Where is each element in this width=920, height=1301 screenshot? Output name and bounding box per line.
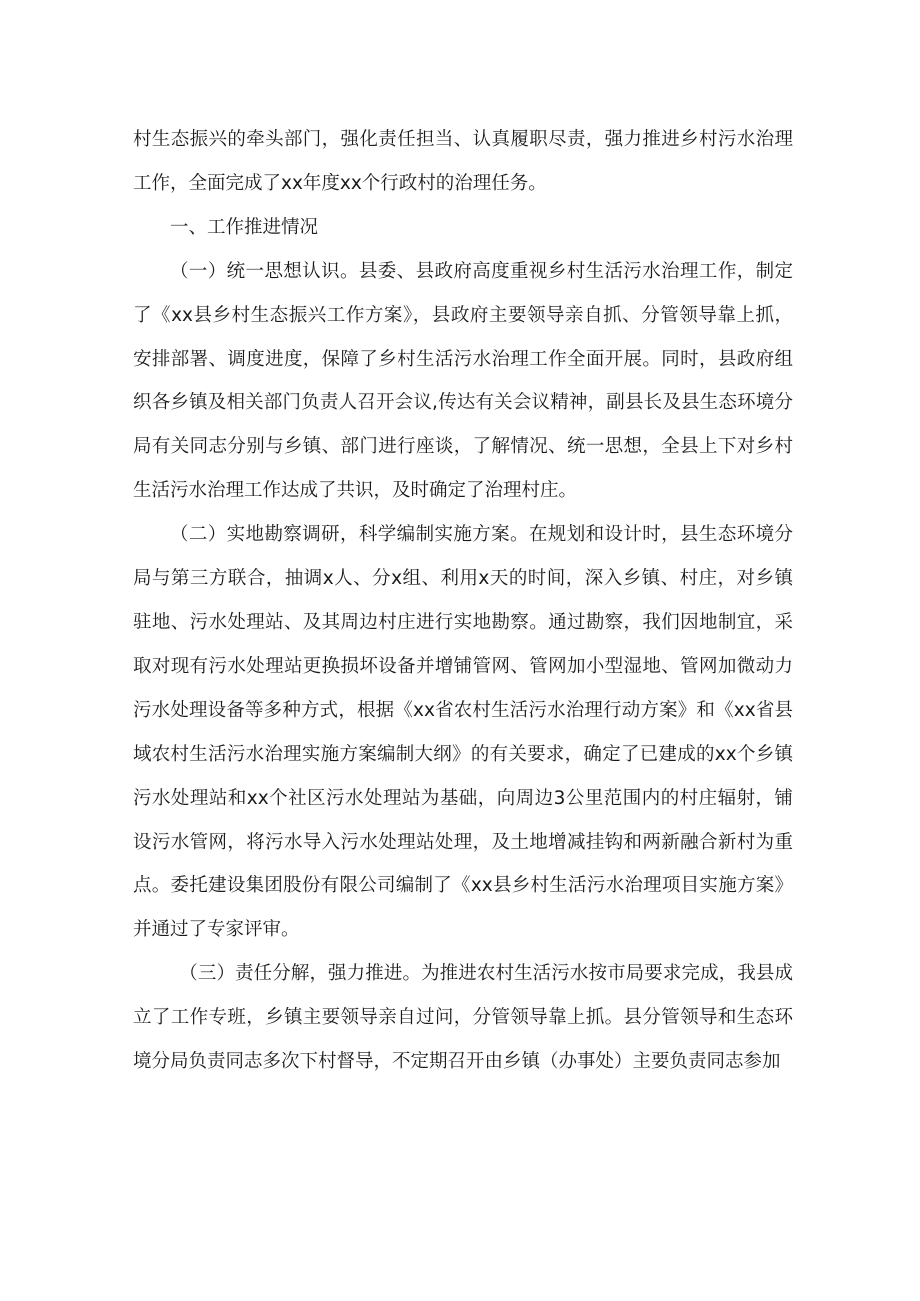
- document-body: [133, 118, 793, 1084]
- section-heading: 一、工作推进情况: [170, 216, 319, 238]
- paragraph-responsibility: （三）责任分解，强力推进。为推进农村生活污水按市局要求完成，我县成立了工作专班，乡镇主要领导亲自过问，分管领导靠上抓。县分管领导和生态环境分局负责同志多次下村督导，不定期召开由乡镇（办事处）主要负责同志参加: [133, 963, 793, 1073]
- paragraph-continuation: 村生态振兴的牵头部门，强化责任担当、认真履职尽责，强力推进乡村污水治理工作，全面完成了xx年度xx个行政村的治理任务。: [133, 129, 793, 194]
- paragraph-field-survey: （二）实地勘察调研，科学编制实施方案。在规划和设计时，县生态环境分局与第三方联合，抽调x人、分x组、利用x天的时间，深入乡镇、村庄，对乡镇驻地、污水处理站、及其周边村庄进行实地勘察。通过勘察，我们因地制宜，采取对现有污水处理站更换损坏设备并增铺管网、管网加小型湿地、管网加微动力污水处理设备等多种方式，根据《xx省农村生活污水治理行动方案》和《xx省县域农村生活污水治理实施方案编制大纲》的有关要求，确定了已建成的xx个乡镇污水处理站和xx个社区污水处理站为基础，向周边3公里范围内的村庄辐射，铺设污水管网，将污水导入污水处理站处理，及土地增减挂钩和两新融合新村为重点。委托建设集团股份有限公司编制了《xx县乡村生活污水治理项目实施方案》并通过了专家评审。: [133, 524, 793, 941]
- paragraph-unify-thinking: （一）统一思想认识。县委、县政府高度重视乡村生活污水治理工作，制定了《xx县乡村生态振兴工作方案》，县政府主要领导亲自抓、分管领导靠上抓，安排部署、调度进度，保障了乡村生活污水治理工作全面开展。同时，县政府组织各乡镇及相关部门负责人召开会议,传达有关会议精神，副县长及县生态环境分局有关同志分别与乡镇、部门进行座谈，了解情况、统一思想，全县上下对乡村生活污水治理工作达成了共识，及时确定了治理村庄。: [133, 260, 793, 502]
